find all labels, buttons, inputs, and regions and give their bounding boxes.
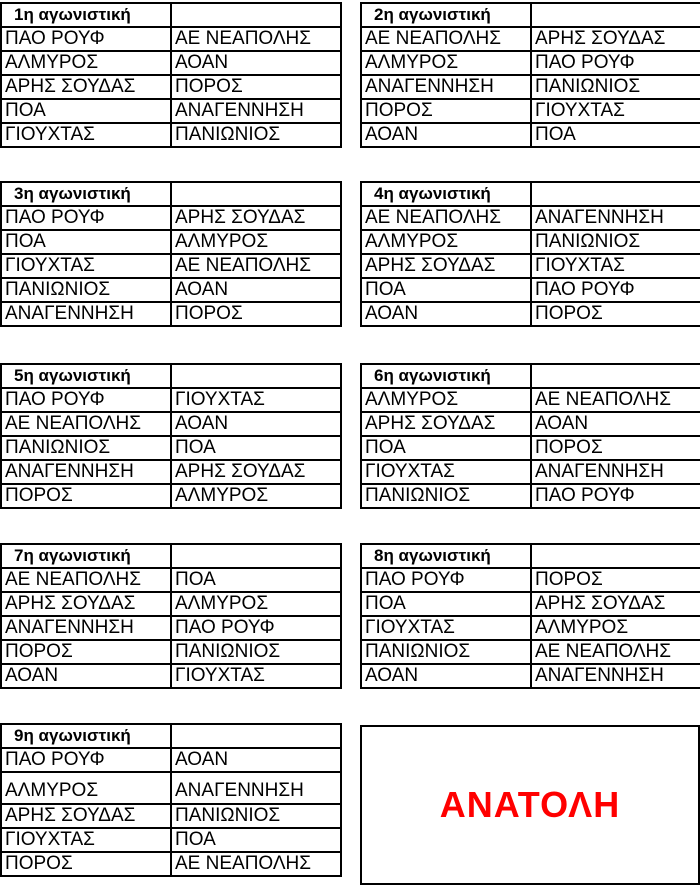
- match-row: [1, 852, 341, 876]
- match-row: [1, 748, 341, 772]
- away-team: ΠΟΑ: [171, 568, 341, 592]
- round-table-3: [0, 181, 342, 327]
- home-team: ΑΡΗΣ ΣΟΥΔΑΣ: [1, 592, 171, 616]
- match-row: [1, 640, 341, 664]
- home-team: ΑΟΑΝ: [1, 664, 171, 688]
- away-team: ΠΟΡΟΣ: [531, 568, 700, 592]
- match-row: [1, 568, 341, 592]
- away-team: ΑΡΗΣ ΣΟΥΔΑΣ: [171, 460, 341, 484]
- home-team: ΠΑΟ ΡΟΥΦ: [1, 206, 171, 230]
- round-table-1: [0, 2, 342, 148]
- home-team: ΑΛΜΥΡΟΣ: [361, 388, 531, 412]
- match-row: [361, 27, 700, 51]
- round-table-6: [360, 363, 700, 509]
- region-box: [360, 725, 700, 885]
- home-team: ΑΕ ΝΕΑΠΟΛΗΣ: [361, 27, 531, 51]
- match-row: [361, 616, 700, 640]
- match-row: [361, 278, 700, 302]
- match-row: [1, 412, 341, 436]
- away-team: ΑΟΑΝ: [171, 278, 341, 302]
- match-row: [361, 640, 700, 664]
- round-table-8: [360, 543, 700, 689]
- away-team: ΠΑΟ ΡΟΥΦ: [171, 616, 341, 640]
- header-empty-cell: [171, 544, 341, 568]
- away-team: ΑΕ ΝΕΑΠΟΛΗΣ: [531, 640, 700, 664]
- header-empty-cell: [171, 3, 341, 27]
- round-table-9: [0, 723, 342, 877]
- away-team: ΑΡΗΣ ΣΟΥΔΑΣ: [531, 27, 700, 51]
- match-row: [361, 412, 700, 436]
- match-row: [1, 99, 341, 123]
- match-row: [361, 436, 700, 460]
- home-team: ΠΟΑ: [361, 592, 531, 616]
- header-empty-cell: [171, 182, 341, 206]
- match-row: [1, 436, 341, 460]
- home-team: ΑΛΜΥΡΟΣ: [361, 51, 531, 75]
- away-team: ΓΙΟΥΧΤΑΣ: [171, 664, 341, 688]
- match-row: [361, 460, 700, 484]
- match-row: [361, 484, 700, 508]
- away-team: ΠΑΟ ΡΟΥΦ: [531, 278, 700, 302]
- away-team: ΑΕ ΝΕΑΠΟΛΗΣ: [171, 852, 341, 876]
- home-team: ΑΡΗΣ ΣΟΥΔΑΣ: [361, 254, 531, 278]
- match-row: [1, 388, 341, 412]
- away-team: ΠΟΡΟΣ: [171, 75, 341, 99]
- round-title: 8η αγωνιστική: [361, 544, 531, 568]
- home-team: ΠΟΡΟΣ: [1, 640, 171, 664]
- away-team: ΠΟΑ: [531, 123, 700, 147]
- match-row: [1, 460, 341, 484]
- header-empty-cell: [171, 364, 341, 388]
- home-team: ΑΟΑΝ: [361, 302, 531, 326]
- home-team: ΑΕ ΝΕΑΠΟΛΗΣ: [361, 206, 531, 230]
- match-row: [361, 568, 700, 592]
- home-team: ΑΝΑΓΕΝΝΗΣΗ: [1, 460, 171, 484]
- match-row: [361, 388, 700, 412]
- match-row: [361, 664, 700, 688]
- away-team: ΑΝΑΓΕΝΝΗΣΗ: [531, 206, 700, 230]
- home-team: ΑΛΜΥΡΟΣ: [361, 230, 531, 254]
- away-team: ΓΙΟΥΧΤΑΣ: [531, 99, 700, 123]
- away-team: ΠΑΟ ΡΟΥΦ: [531, 51, 700, 75]
- home-team: ΑΝΑΓΕΝΝΗΣΗ: [361, 75, 531, 99]
- away-team: ΑΟΑΝ: [531, 412, 700, 436]
- match-row: [1, 254, 341, 278]
- match-row: [361, 254, 700, 278]
- round-title: 9η αγωνιστική: [1, 724, 171, 748]
- round-table-2: [360, 2, 700, 148]
- match-row: [361, 302, 700, 326]
- away-team: ΠΑΝΙΩΝΙΟΣ: [531, 75, 700, 99]
- home-team: ΠΟΑ: [361, 436, 531, 460]
- home-team: ΓΙΟΥΧΤΑΣ: [1, 254, 171, 278]
- header-empty-cell: [531, 364, 700, 388]
- home-team: ΑΝΑΓΕΝΝΗΣΗ: [1, 616, 171, 640]
- away-team: ΑΛΜΥΡΟΣ: [171, 230, 341, 254]
- away-team: ΑΟΑΝ: [171, 51, 341, 75]
- home-team: ΓΙΟΥΧΤΑΣ: [361, 460, 531, 484]
- away-team: ΠΟΑ: [171, 436, 341, 460]
- away-team: ΠΟΡΟΣ: [531, 436, 700, 460]
- home-team: ΠΟΡΟΣ: [1, 852, 171, 876]
- match-row: [1, 828, 341, 852]
- header-empty-cell: [531, 544, 700, 568]
- home-team: ΠΑΟ ΡΟΥΦ: [1, 748, 171, 772]
- round-title: 7η αγωνιστική: [1, 544, 171, 568]
- header-empty-cell: [531, 3, 700, 27]
- away-team: ΑΡΗΣ ΣΟΥΔΑΣ: [531, 592, 700, 616]
- home-team: ΓΙΟΥΧΤΑΣ: [361, 616, 531, 640]
- home-team: ΠΟΑ: [1, 99, 171, 123]
- match-row: [1, 804, 341, 828]
- match-row: [1, 278, 341, 302]
- round-title: 4η αγωνιστική: [361, 182, 531, 206]
- round-title: 3η αγωνιστική: [1, 182, 171, 206]
- away-team: ΠΑΝΙΩΝΙΟΣ: [171, 123, 341, 147]
- away-team: ΠΟΡΟΣ: [531, 302, 700, 326]
- away-team: ΠΟΑ: [171, 828, 341, 852]
- match-row: [1, 206, 341, 230]
- home-team: ΠΑΝΙΩΝΙΟΣ: [361, 484, 531, 508]
- away-team: ΑΕ ΝΕΑΠΟΛΗΣ: [531, 388, 700, 412]
- home-team: ΠΟΡΟΣ: [1, 484, 171, 508]
- away-team: ΑΛΜΥΡΟΣ: [171, 484, 341, 508]
- home-team: ΑΛΜΥΡΟΣ: [1, 51, 171, 75]
- home-team: ΑΡΗΣ ΣΟΥΔΑΣ: [361, 412, 531, 436]
- match-row: [1, 484, 341, 508]
- match-row: [1, 51, 341, 75]
- header-empty-cell: [531, 182, 700, 206]
- home-team: ΑΛΜΥΡΟΣ: [1, 772, 171, 804]
- home-team: ΠΟΑ: [1, 230, 171, 254]
- home-team: ΑΕ ΝΕΑΠΟΛΗΣ: [1, 412, 171, 436]
- match-row: [1, 230, 341, 254]
- home-team: ΠΑΟ ΡΟΥΦ: [1, 27, 171, 51]
- home-team: ΑΟΑΝ: [361, 123, 531, 147]
- match-row: [361, 230, 700, 254]
- away-team: ΑΝΑΓΕΝΝΗΣΗ: [171, 772, 341, 804]
- match-row: [1, 664, 341, 688]
- match-row: [1, 123, 341, 147]
- away-team: ΓΙΟΥΧΤΑΣ: [171, 388, 341, 412]
- header-empty-cell: [171, 724, 341, 748]
- match-row: [361, 51, 700, 75]
- away-team: ΠΑΝΙΩΝΙΟΣ: [171, 640, 341, 664]
- away-team: ΠΑΝΙΩΝΙΟΣ: [171, 804, 341, 828]
- match-row: [361, 592, 700, 616]
- away-team: ΑΛΜΥΡΟΣ: [171, 592, 341, 616]
- home-team: ΑΝΑΓΕΝΝΗΣΗ: [1, 302, 171, 326]
- match-row: [361, 123, 700, 147]
- round-title: 5η αγωνιστική: [1, 364, 171, 388]
- away-team: ΠΑΟ ΡΟΥΦ: [531, 484, 700, 508]
- match-row: [1, 592, 341, 616]
- match-row: [361, 75, 700, 99]
- home-team: ΠΟΑ: [361, 278, 531, 302]
- home-team: ΓΙΟΥΧΤΑΣ: [1, 123, 171, 147]
- round-title: 6η αγωνιστική: [361, 364, 531, 388]
- home-team: ΠΑΝΙΩΝΙΟΣ: [361, 640, 531, 664]
- round-table-5: [0, 363, 342, 509]
- home-team: ΑΡΗΣ ΣΟΥΔΑΣ: [1, 804, 171, 828]
- home-team: ΠΑΟ ΡΟΥΦ: [1, 388, 171, 412]
- home-team: ΠΑΟ ΡΟΥΦ: [361, 568, 531, 592]
- away-team: ΑΡΗΣ ΣΟΥΔΑΣ: [171, 206, 341, 230]
- match-row: [361, 206, 700, 230]
- region-label: ΑΝΑΤΟΛΗ: [439, 784, 621, 825]
- away-team: ΑΝΑΓΕΝΝΗΣΗ: [171, 99, 341, 123]
- match-row: [1, 302, 341, 326]
- home-team: ΠΑΝΙΩΝΙΟΣ: [1, 278, 171, 302]
- match-row: [1, 27, 341, 51]
- home-team: ΓΙΟΥΧΤΑΣ: [1, 828, 171, 852]
- away-team: ΑΝΑΓΕΝΝΗΣΗ: [531, 460, 700, 484]
- round-table-7: [0, 543, 342, 689]
- match-row: [1, 772, 341, 804]
- away-team: ΠΟΡΟΣ: [171, 302, 341, 326]
- round-title: 1η αγωνιστική: [1, 3, 171, 27]
- round-title: 2η αγωνιστική: [361, 3, 531, 27]
- home-team: ΑΟΑΝ: [361, 664, 531, 688]
- home-team: ΠΟΡΟΣ: [361, 99, 531, 123]
- match-row: [1, 75, 341, 99]
- away-team: ΑΕ ΝΕΑΠΟΛΗΣ: [171, 27, 341, 51]
- away-team: ΑΟΑΝ: [171, 412, 341, 436]
- away-team: ΑΝΑΓΕΝΝΗΣΗ: [531, 664, 700, 688]
- away-team: ΑΛΜΥΡΟΣ: [531, 616, 700, 640]
- away-team: ΑΕ ΝΕΑΠΟΛΗΣ: [171, 254, 341, 278]
- home-team: ΑΡΗΣ ΣΟΥΔΑΣ: [1, 75, 171, 99]
- match-row: [1, 616, 341, 640]
- match-row: [361, 99, 700, 123]
- away-team: ΓΙΟΥΧΤΑΣ: [531, 254, 700, 278]
- away-team: ΑΟΑΝ: [171, 748, 341, 772]
- round-table-4: [360, 181, 700, 327]
- home-team: ΠΑΝΙΩΝΙΟΣ: [1, 436, 171, 460]
- home-team: ΑΕ ΝΕΑΠΟΛΗΣ: [1, 568, 171, 592]
- away-team: ΠΑΝΙΩΝΙΟΣ: [531, 230, 700, 254]
